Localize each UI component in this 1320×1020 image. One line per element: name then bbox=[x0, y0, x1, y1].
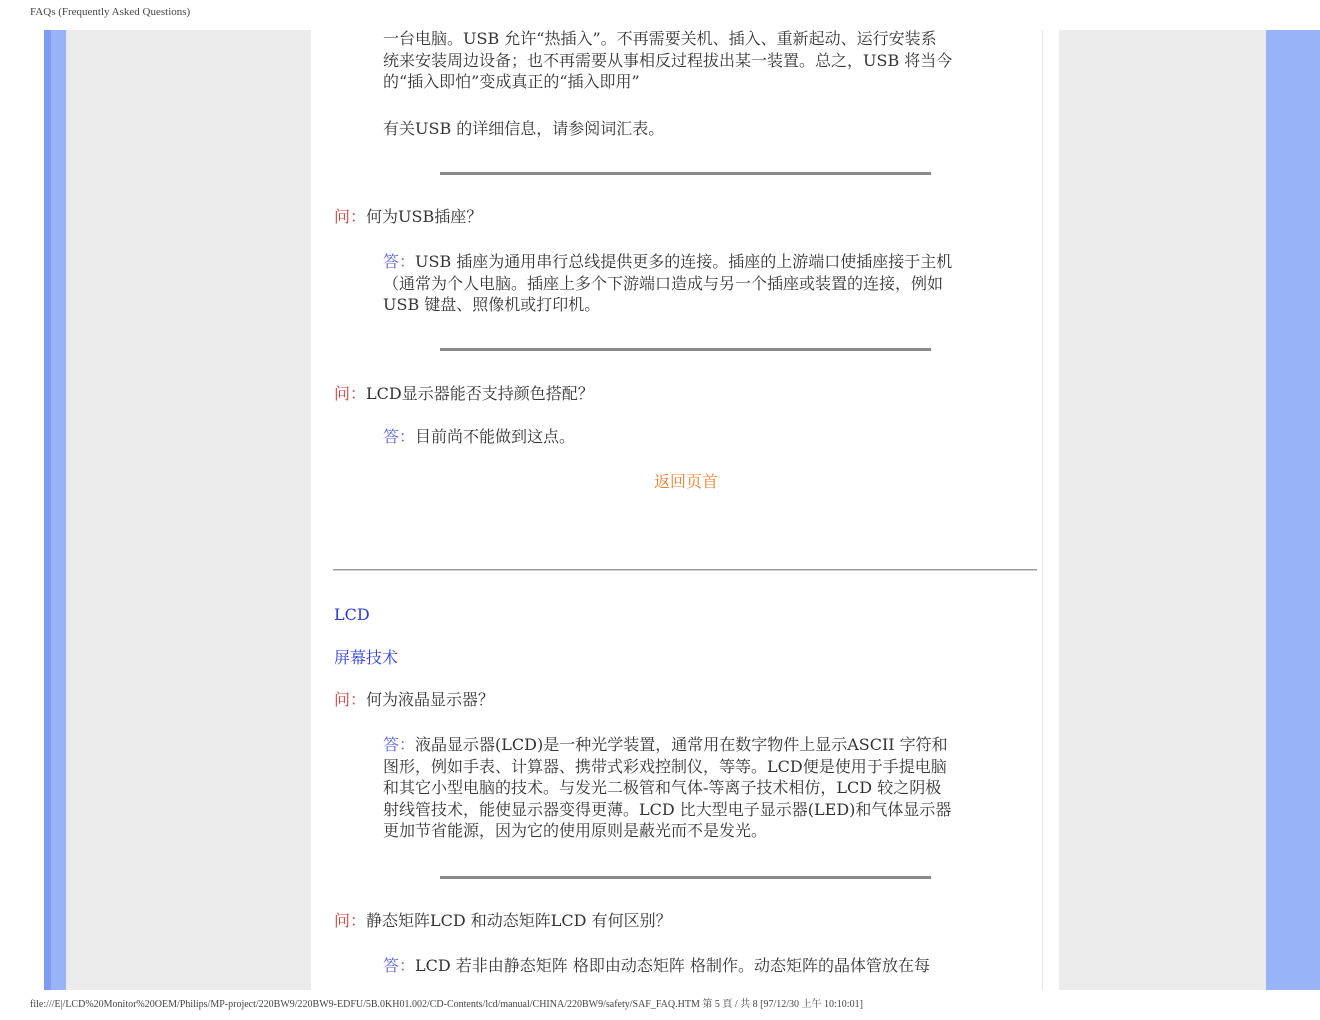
answer-usb-hub bbox=[383, 251, 952, 316]
question-label: 问： bbox=[334, 911, 367, 930]
answer-label: 答： bbox=[383, 427, 416, 446]
answer-line-1: LCD 若非由静态矩阵 格即由动态矩阵 格制作。动态矩阵的晶体管放在每 bbox=[415, 956, 930, 975]
usb-intro-line-2: 统来安装周边设备；也不再需要从事相反过程拔出某一装置。总之，USB 将当今 bbox=[383, 50, 953, 70]
answer-line-2: 图形，例如手表、计算器、携带式彩戏控制仪，等等。LCD便是使用于手提电脑 bbox=[383, 756, 947, 776]
answer-line-1: 液晶显示器(LCD)是一种光学装置，通常用在数字物件上显示ASCII 字符和 bbox=[415, 735, 948, 754]
left-blue-band-edge bbox=[44, 30, 51, 990]
section-divider bbox=[333, 569, 1037, 571]
question-text: 静态矩阵LCD 和动态矩阵LCD 有何区别？ bbox=[366, 911, 672, 930]
divider bbox=[440, 172, 931, 175]
page-header-title: FAQs (Frequently Asked Questions) bbox=[30, 6, 191, 18]
usb-intro-paragraph bbox=[383, 30, 952, 93]
answer-label: 答： bbox=[383, 735, 416, 754]
answer-line-3: USB 键盘、照像机或打印机。 bbox=[383, 295, 601, 314]
question-text: 何为液晶显示器？ bbox=[366, 690, 495, 709]
question-text: 何为USB插座？ bbox=[366, 207, 483, 226]
question-static-dynamic bbox=[334, 910, 672, 931]
right-blue-band bbox=[1266, 30, 1320, 990]
question-label: 问： bbox=[334, 207, 367, 226]
answer-line-5: 更加节省能源，因为它的使用原则是蔽光而不是发光。 bbox=[383, 821, 768, 840]
usb-more-info: 有关USB 的详细信息，请参阅词汇表。 bbox=[383, 119, 665, 138]
answer-static-dynamic bbox=[383, 955, 930, 977]
left-gray-sidebar bbox=[66, 30, 311, 990]
content-area bbox=[311, 30, 1042, 990]
question-text: LCD显示器能否支持颜色搭配？ bbox=[366, 384, 594, 403]
answer-label: 答： bbox=[383, 252, 416, 271]
divider bbox=[440, 876, 931, 879]
question-what-is-lcd bbox=[334, 689, 494, 710]
section-title-lcd: LCD bbox=[334, 605, 370, 624]
back-to-top-link[interactable]: 返回页首 bbox=[654, 472, 719, 491]
answer-color-matching bbox=[383, 426, 575, 448]
answer-label: 答： bbox=[383, 956, 416, 975]
answer-line-3: 和其它小型电脑的技术。与发光二极管和气体-等离子技术相仿，LCD 较之阴极 bbox=[383, 778, 942, 797]
right-gray-sidebar bbox=[1059, 30, 1266, 990]
divider bbox=[440, 348, 931, 351]
section-title-screen-tech: 屏幕技术 bbox=[334, 648, 399, 667]
answer-line-4: 射线管技术，能使显示器变得更薄。LCD 比大型电子显示器(LED)和气体显示器 bbox=[383, 799, 952, 819]
answer-line-1: USB 插座为通用串行总线提供更多的连接。插座的上游端口使插座接于主机 bbox=[415, 252, 953, 271]
question-color-matching bbox=[334, 383, 594, 404]
question-label: 问： bbox=[334, 690, 367, 709]
answer-line-2: （通常为个人电脑。插座上多个下游端口造成与另一个插座或装置的连接，例如 bbox=[383, 273, 944, 293]
question-usb-hub bbox=[334, 206, 482, 227]
usb-intro-line-3: 的“插入即怕”变成真正的“插入即用” bbox=[383, 72, 640, 91]
answer-text: 目前尚不能做到这点。 bbox=[415, 427, 576, 446]
content-column-border bbox=[1042, 30, 1043, 990]
usb-intro-line-1: 一台电脑。USB 允许“热插入”。不再需要关机、插入、重新起动、运行安装系 bbox=[383, 30, 937, 48]
page-footer-path: file:///E|/LCD%20Monitor%20OEM/Philips/MP-project/220BW9/220BW9-EDFU/5B.0KH01.002/CD-Contents/lcd/manual/CHINA/220BW9/safety/SAF_FAQ.HTM 第 5 頁 / 共 8 [97/12/30 上午 10:10:01] bbox=[30, 999, 863, 1010]
question-label: 问： bbox=[334, 384, 367, 403]
answer-what-is-lcd bbox=[383, 734, 951, 842]
